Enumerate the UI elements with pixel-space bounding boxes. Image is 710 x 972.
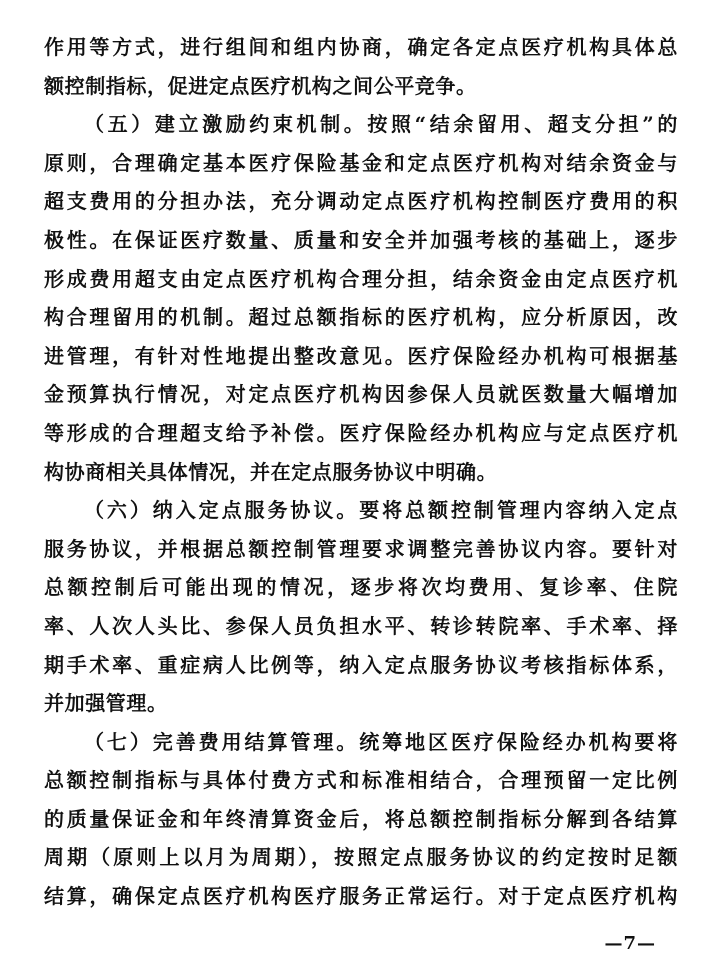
text-line: 并加强管理。	[44, 691, 168, 716]
page-number: —7—	[604, 933, 656, 954]
text-line: 构协商相关具体情况，并在定点服务协议中明确。	[44, 459, 498, 484]
section-heading-seven: （七）完善费用结算管理。	[84, 729, 360, 754]
text-line: 形成费用超支由定点医疗机构合理分担，结余资金由定点医疗机	[44, 266, 678, 291]
text-line: 的质量保证金和年终清算资金后，将总额控制指标分解到各结算	[44, 806, 678, 831]
section-five-first-line	[44, 105, 678, 144]
text-line: 金预算执行情况，对定点医疗机构因参保人员就医数量大幅增加	[44, 382, 678, 407]
text-line: 额控制指标，促进定点医疗机构之间公平竞争。	[44, 73, 477, 98]
text-line: 期手术率、重症病人比例等，纳入定点服务协议考核指标体系，	[44, 652, 678, 677]
document-body	[44, 28, 678, 916]
text-span: 要将总额控制管理内容纳入定点	[359, 498, 678, 523]
text-line: 原则，合理确定基本医疗保险基金和定点医疗机构对结余资金与	[44, 150, 678, 175]
text-line: 等形成的合理超支给予补偿。医疗保险经办机构应与定点医疗机	[44, 420, 678, 445]
text-line: 构合理留用的机制。超过总额指标的医疗机构，应分析原因，改	[44, 305, 678, 330]
text-line: 进管理，有针对性地提出整改意见。医疗保险经办机构可根据基	[44, 343, 678, 368]
text-line: 率、人次人头比、参保人员负担水平、转诊转院率、手术率、择	[44, 613, 678, 638]
text-span: 统筹地区医疗保险经办机构要将	[359, 729, 678, 754]
text-line: 超支费用的分担办法，充分调动定点医疗机构控制医疗费用的积	[44, 189, 678, 214]
text-line: 周期（原则上以月为周期），按照定点服务协议的约定按时足额	[44, 845, 678, 870]
text-line: 总额控制后可能出现的情况，逐步将次均费用、复诊率、住院	[44, 575, 678, 600]
section-heading-six: （六）纳入定点服务协议。	[84, 498, 360, 523]
text-line: 作用等方式，进行组间和组内协商，确定各定点医疗机构具体总	[44, 35, 678, 59]
section-seven-first-line	[44, 723, 678, 762]
section-six-first-line	[44, 491, 678, 530]
section-heading-five: （五）建立激励约束机制。	[84, 112, 368, 137]
text-line: 服务协议，并根据总额控制管理要求调整完善协议内容。要针对	[44, 536, 678, 561]
text-span: 按照“结余留用、超支分担”的	[367, 112, 678, 137]
text-line: 结算，确保定点医疗机构医疗服务正常运行。对于定点医疗机构	[44, 884, 678, 909]
text-line: 总额控制指标与具体付费方式和标准相结合，合理预留一定比例	[44, 768, 678, 793]
text-line: 极性。在保证医疗数量、质量和安全并加强考核的基础上，逐步	[44, 227, 678, 252]
